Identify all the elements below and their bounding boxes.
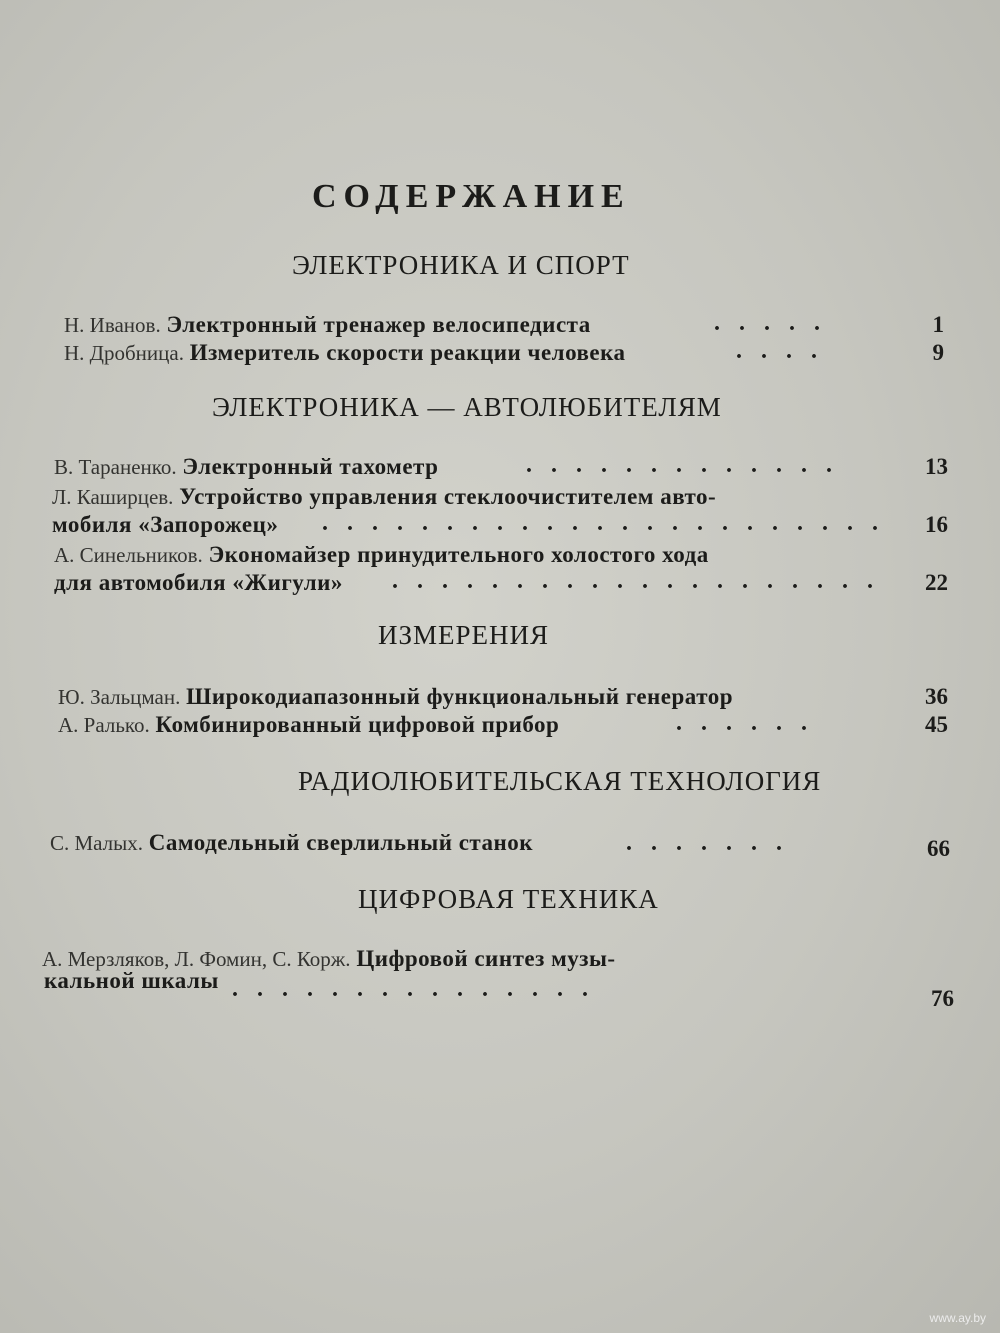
toc-entry-ralko [58,712,559,738]
leader-dots: ............... [232,976,607,1002]
leader-dots: .................... [392,568,892,594]
entry-title: Электронный тренажер велосипедиста [166,312,591,337]
entry-title-continuation: кальной шкалы [44,968,219,993]
toc-entry-drobnitsa [64,340,626,366]
page-number: 22 [925,570,948,595]
toc-entry-sinelnikov [54,542,709,568]
page-number: 1 [932,312,944,337]
entry-title: Измеритель скорости реакции человека [189,340,626,365]
toc-entry-ivanov [64,312,591,338]
section-heading-measurements: ИЗМЕРЕНИЯ [378,620,550,650]
section-heading-technology: РАДИОЛЮБИТЕЛЬСКАЯ ТЕХНОЛОГИЯ [298,766,822,796]
entry-title: Устройство управления стеклоочистителем авто- [179,484,717,509]
section-heading-digital: ЦИФРОВАЯ ТЕХНИКА [358,884,659,914]
entry-author: С. Малых. [50,831,144,855]
page-number: 36 [925,684,948,709]
entry-title: Комбинированный цифровой прибор [155,712,560,737]
entry-author: Л. Каширцев. [52,485,174,509]
page-number: 9 [932,340,944,365]
page-number: 16 [925,512,948,537]
page-number: 76 [931,986,954,1011]
entry-title-continuation: для автомобиля «Жигули» [54,570,343,595]
entry-title-continuation: мобиля «Запорожец» [52,512,279,537]
leader-dots: ....................... [322,510,897,536]
toc-entry-zaltsman [58,684,733,710]
entry-author: А. Синельников. [54,543,203,567]
entry-author: В. Тараненко. [54,455,177,479]
leader-dots: ....... [626,830,801,856]
toc-entry-taranenko [54,454,438,480]
watermark: www.ay.by [929,1311,986,1325]
entry-author: Н. Иванов. [64,313,161,337]
toc-entry-kashirtsev [52,484,716,510]
entry-author: А. Мерзляков, Л. Фомин, С. Корж. [42,947,351,971]
entry-title: Самодельный сверлильный станок [148,830,533,855]
page-number: 66 [927,836,950,861]
section-heading-electronics-sport: ЭЛЕКТРОНИКА И СПОРТ [292,250,630,280]
entry-title: Широкодиапазонный функциональный генератор [186,684,733,709]
leader-dots: ..... [714,310,839,336]
entry-author: Ю. Зальцман. [58,685,181,709]
toc-entry-malykh [50,830,533,856]
entry-title: Экономайзер принудительного холостого хода [208,542,709,567]
entry-author: Н. Дробница. [64,341,184,365]
entry-title: Цифровой синтез музы- [356,946,616,971]
leader-dots: ............. [526,452,851,478]
page-number: 13 [925,454,948,479]
leader-dots: ...... [676,710,826,736]
entry-title: Электронный тахометр [182,454,439,479]
contents-title: СОДЕРЖАНИЕ [312,178,631,215]
entry-author: А. Ралько. [58,713,150,737]
page-number: 45 [925,712,948,737]
section-heading-electronics-motorists: ЭЛЕКТРОНИКА — АВТОЛЮБИТЕЛЯМ [212,392,722,422]
leader-dots: .... [736,338,836,364]
